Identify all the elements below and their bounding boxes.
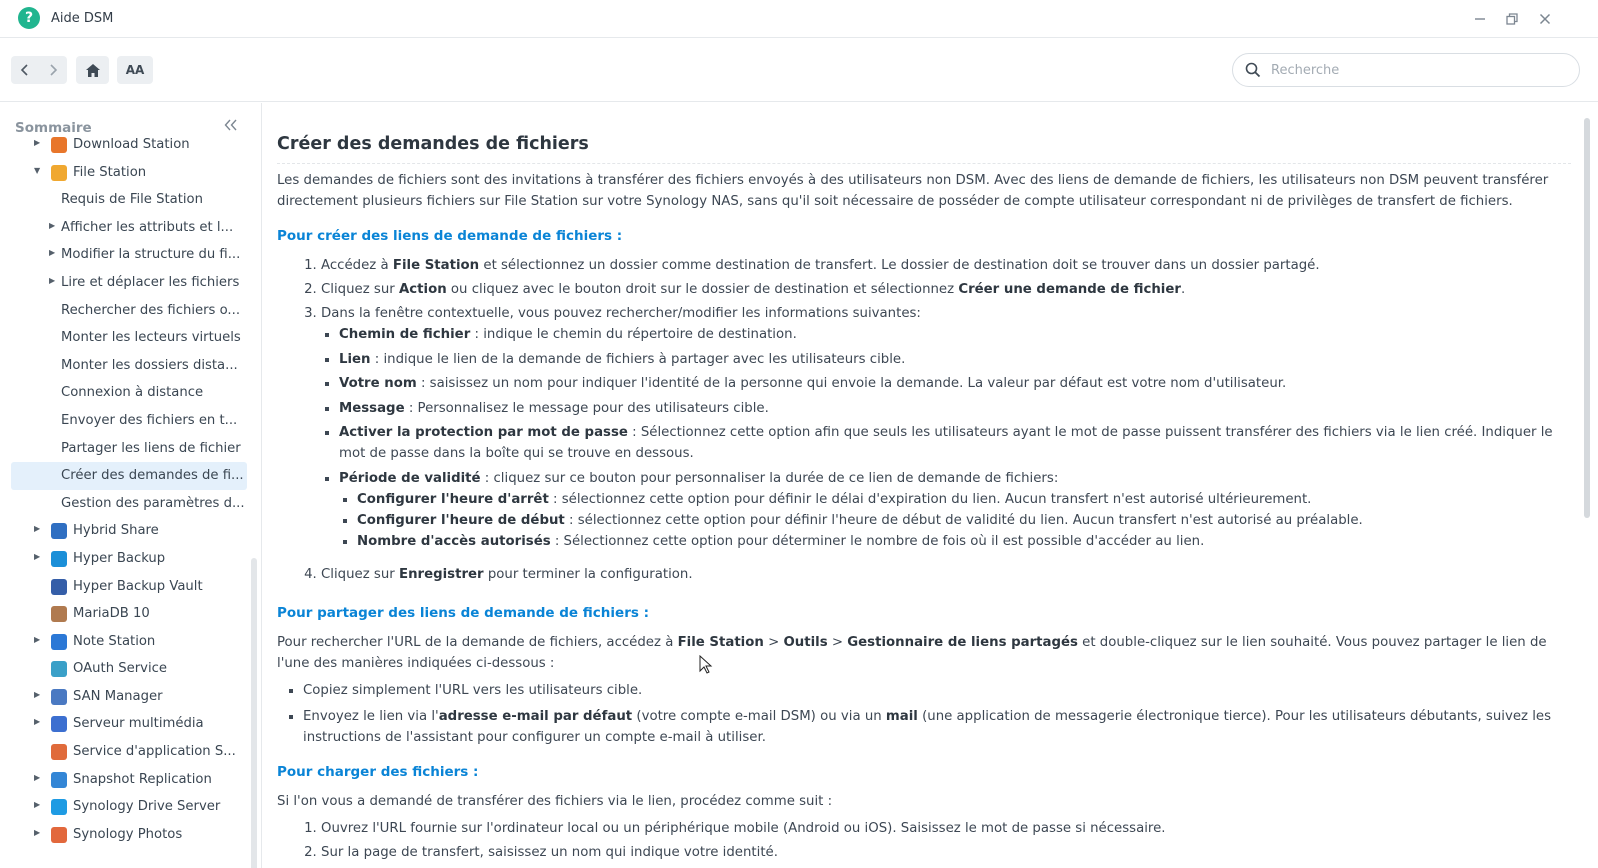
package-icon xyxy=(51,716,67,732)
sidebar-item-label: Note Station xyxy=(73,633,156,649)
section-heading-create: Pour créer des liens de demande de fichiers : xyxy=(277,228,623,244)
caret-right-icon[interactable]: ▶ xyxy=(34,717,41,727)
sidebar-item[interactable] xyxy=(0,793,252,821)
list-item: 1. Accédez à File Station et sélectionnez un dossier comme destination de transfert. Le dossier de destination doit se trouver dans un dossier partagé. xyxy=(321,255,1571,276)
caret-right-icon[interactable]: ▶ xyxy=(34,689,41,699)
package-icon xyxy=(51,137,67,153)
caret-right-icon[interactable]: ▶ xyxy=(49,248,56,258)
search-box[interactable] xyxy=(1232,53,1580,87)
sidebar-item-label: File Station xyxy=(73,164,147,180)
double-chevron-left-icon xyxy=(224,119,238,131)
chevron-left-icon xyxy=(19,63,31,77)
caret-right-icon[interactable]: ▶ xyxy=(34,551,41,561)
sidebar-item[interactable] xyxy=(0,214,252,242)
content-scrollbar[interactable] xyxy=(1584,118,1590,518)
restore-icon xyxy=(1506,13,1518,25)
sidebar-item[interactable] xyxy=(0,297,252,325)
sidebar-item-label: Snapshot Replication xyxy=(73,771,212,787)
restore-button[interactable] xyxy=(1501,8,1523,30)
sidebar-item-label: Service d'application S... xyxy=(73,744,236,760)
sidebar-item-label: Lire et déplacer les fichiers xyxy=(61,274,240,290)
sidebar-item-label: Envoyer des fichiers en t... xyxy=(61,412,238,428)
list-item: ▪ Votre nom : saisissez un nom pour indiquer l'identité de la personne qui envoie la demande. La valeur par défaut est votre nom d'utilisateur. xyxy=(339,373,1571,394)
sidebar-item-label: OAuth Service xyxy=(73,661,167,677)
title-bar xyxy=(0,0,1598,38)
share-paragraph: Pour rechercher l'URL de la demande de fichiers, accédez à File Station > Outils > Gestionnaire de liens partagés et double-cliquez sur le lien souhaité. Vous pouvez partager le lien de l'une des manières indiquées ci-dessous : xyxy=(277,635,1547,671)
list-item: ▪ Nombre d'accès autorisés : Sélectionnez cette option pour déterminer le nombre de fois où il est possible d'accéder au lien. xyxy=(357,531,1571,552)
nav-button-group xyxy=(11,56,67,84)
minimize-button[interactable] xyxy=(1469,8,1491,30)
package-icon xyxy=(51,165,67,181)
caret-right-icon[interactable]: ▶ xyxy=(34,138,41,147)
list-item: ▪ Chemin de fichier : indique le chemin du répertoire de destination. xyxy=(339,324,1571,345)
sidebar-item[interactable] xyxy=(0,821,252,849)
window-title: Aide DSM xyxy=(51,11,114,26)
help-content xyxy=(263,103,1598,868)
package-icon xyxy=(51,551,67,567)
share-methods-list xyxy=(277,680,1571,748)
sidebar-item-label: Monter les dossiers dista... xyxy=(61,357,238,373)
section-heading-upload: Pour charger des fichiers : xyxy=(277,764,479,780)
font-size-button[interactable] xyxy=(117,56,153,84)
close-icon xyxy=(1539,13,1551,25)
sidebar-item[interactable] xyxy=(0,186,252,214)
list-item: ▪ Configurer l'heure d'arrêt : sélectionnez cette option pour définir le délai d'expiration du lien. Aucun transfert n'est autorisé ultérieurement. xyxy=(357,489,1571,510)
sidebar-item-label: Monter les lecteurs virtuels xyxy=(61,330,241,346)
list-item: ▪ Période de validité : cliquez sur ce bouton pour personnaliser la durée de ce lien de demande de fichiers: ▪ Configurer l'heure d'arrêt : sélectionnez cette option pour définir le délai d'expiration du lien. Aucun transfert n'est autorisé ultérieurement. ▪ Configurer l'heure de début : sélectionnez cette option pour définir l'heure de début de validité du lien. Aucun transfert n'est autorisé au préalable. ▪ Nombre d'accès autorisés : Sélectionnez cette option pour déterminer le nombre de fois où il est possible d'accéder au lien. xyxy=(339,468,1571,552)
sidebar-item-label: Rechercher des fichiers o... xyxy=(61,302,241,318)
search-icon xyxy=(1245,62,1261,78)
caret-right-icon[interactable]: ▶ xyxy=(34,800,41,810)
sidebar-item[interactable] xyxy=(11,462,247,490)
sidebar-item[interactable] xyxy=(0,738,252,766)
caret-right-icon[interactable]: ▶ xyxy=(34,524,41,534)
sidebar-item[interactable] xyxy=(0,407,252,435)
list-item: ▪ Lien : indique le lien de la demande de fichiers à partager avec les utilisateurs cible. xyxy=(339,349,1571,370)
sidebar-item[interactable] xyxy=(0,324,252,352)
sidebar-item-label: Hyper Backup Vault xyxy=(73,578,203,594)
sidebar-item[interactable] xyxy=(0,545,252,573)
sidebar-item-label: Créer des demandes de fi... xyxy=(61,468,244,484)
toolbar xyxy=(0,38,1598,102)
create-steps-list xyxy=(277,255,1571,585)
caret-right-icon[interactable]: ▶ xyxy=(34,827,41,837)
list-item: 2. Cliquez sur Action ou cliquez avec le bouton droit sur le dossier de destination et sélectionnez Créer une demande de fichier. xyxy=(321,279,1571,300)
sidebar-item[interactable] xyxy=(0,269,252,297)
sidebar-heading: Sommaire xyxy=(15,120,92,136)
sidebar-item[interactable] xyxy=(0,710,252,738)
package-icon xyxy=(51,799,67,815)
sidebar-item-label: Hybrid Share xyxy=(73,523,159,539)
close-button[interactable] xyxy=(1534,8,1556,30)
package-icon xyxy=(51,661,67,677)
sidebar-item[interactable] xyxy=(0,490,252,518)
sidebar-item[interactable] xyxy=(0,435,252,463)
search-input[interactable] xyxy=(1269,62,1559,79)
sidebar-item-label: Partager les liens de fichier xyxy=(61,440,241,456)
table-of-contents xyxy=(0,131,252,848)
intro-paragraph: Les demandes de fichiers sont des invitations à transférer des fichiers envoyés à des utilisateurs non DSM. Avec des liens de demande de fichiers, les utilisateurs non DSM peuvent transférer directement plusieurs fichiers sur File Station sur votre Synology NAS, sans qu'il soit nécessaire de posséder de compte utilisateur correspondant ni de privilèges de transfert de fichiers. xyxy=(277,173,1549,209)
package-icon xyxy=(51,606,67,622)
sidebar-item[interactable] xyxy=(0,573,252,601)
package-icon xyxy=(51,827,67,843)
list-item: 3. Dans la fenêtre contextuelle, vous pouvez rechercher/modifier les informations suivantes: ▪ Chemin de fichier : indique le chemin du répertoire de destination. ▪ Lien : indique le lien de la demande de fichiers à partager avec les utilisateurs cible. ▪ Votre nom : saisissez un nom pour indiquer l'identité de la personne qui envoie la demande. La valeur par défaut est votre nom d'utilisateur. ▪ Message : Personnalisez le message pour des utilisateurs cible. ▪ Activer la protection par mot de passe : Sélectionnez cette option afin que seuls les utilisateurs ayant le mot de passe puissent transférer des fichiers via le lien créé. Indiquer le mot de passe dans la boîte qui se trouve en dessous. ▪ Période de validité : cliquez sur ce bouton pour personnaliser la durée de ce lien de demande de fichiers: ▪ Configurer l'heure d'arrêt : sélectionnez cette option pour définir le délai d'expiration du lien. Aucun transfert n'est autorisé ultérieurement. ▪ Configurer l'heure de début : sélectionnez cette option pour définir l'heure de début de validité du lien. Aucun transfert n'est autorisé au préalable. ▪ Nombre d'accès autorisés : Sélectionnez cette option pour déterminer le nombre de fois où il est possible d'accéder au lien. xyxy=(321,303,1571,561)
validity-options-list xyxy=(339,489,1571,552)
package-icon xyxy=(51,772,67,788)
sidebar-item-label: Synology Drive Server xyxy=(73,799,221,815)
list-item: ▪ Envoyez le lien via l'adresse e-mail par défaut (votre compte e-mail DSM) ou via un mail (une application de messagerie électronique tierce). Pour les utilisateurs débutants, suivez les instructions de l'assistant pour configurer un compte e-mail à utiliser. xyxy=(303,706,1571,748)
package-icon xyxy=(51,689,67,705)
sidebar-item-label: Afficher les attributs et l... xyxy=(61,219,234,235)
package-icon xyxy=(51,579,67,595)
page-title: Créer des demandes de fichiers xyxy=(277,131,1571,164)
caret-right-icon[interactable]: ▶ xyxy=(34,634,41,644)
forward-button[interactable] xyxy=(39,56,67,84)
sidebar-item[interactable] xyxy=(0,241,252,269)
sidebar-item-label: Requis de File Station xyxy=(61,192,203,208)
caret-right-icon[interactable]: ▶ xyxy=(34,772,41,782)
list-item: 1. Ouvrez l'URL fournie sur l'ordinateur local ou un périphérique mobile (Android ou iOS). Saisissez le mot de passe si nécessaire. xyxy=(321,818,1571,839)
upload-steps-list xyxy=(277,818,1571,863)
list-item: 2. Sur la page de transfert, saisissez un nom qui indique votre identité. xyxy=(321,842,1571,863)
sidebar-item[interactable] xyxy=(0,766,252,794)
home-icon xyxy=(85,63,101,78)
sidebar-item[interactable] xyxy=(0,131,252,159)
sidebar-item[interactable] xyxy=(0,628,252,656)
package-icon xyxy=(51,744,67,760)
back-button[interactable] xyxy=(11,56,39,84)
list-item: ▪ Activer la protection par mot de passe : Sélectionnez cette option afin que seuls les utilisateurs ayant le mot de passe puissent transférer des fichiers via le lien créé. Indiquer le mot de passe dans la boîte qui se trouve en dessous. xyxy=(339,422,1571,464)
upload-paragraph: Si l'on vous a demandé de transférer des fichiers via le lien, procédez comme suit : xyxy=(277,794,833,809)
sidebar-scrollbar[interactable] xyxy=(251,558,257,868)
sidebar-item[interactable] xyxy=(0,352,252,380)
package-icon xyxy=(51,634,67,650)
sidebar-item-label: MariaDB 10 xyxy=(73,606,150,622)
sidebar-item-label: Serveur multimédia xyxy=(73,716,204,732)
list-item: ▪ Configurer l'heure de début : sélectionnez cette option pour définir l'heure de début de validité du lien. Aucun transfert n'est autorisé au préalable. xyxy=(357,510,1571,531)
caret-right-icon[interactable]: ▶ xyxy=(49,220,56,230)
sidebar xyxy=(0,103,262,868)
sidebar-item-label: Connexion à distance xyxy=(61,385,204,401)
sidebar-item-label: SAN Manager xyxy=(73,688,163,704)
caret-right-icon[interactable]: ▶ xyxy=(49,275,56,285)
sidebar-item[interactable] xyxy=(0,379,252,407)
list-item: ▪ Copiez simplement l'URL vers les utilisateurs cible. xyxy=(303,680,1571,701)
sidebar-item-label: Hyper Backup xyxy=(73,550,166,566)
sidebar-item-label: Synology Photos xyxy=(73,826,183,842)
help-app-icon: ? xyxy=(18,7,40,29)
section-heading-share: Pour partager des liens de demande de fichiers : xyxy=(277,605,649,621)
sidebar-item-label: Download Station xyxy=(73,137,190,152)
list-item: 4. Cliquez sur Enregistrer pour terminer la configuration. xyxy=(321,564,1571,585)
package-icon xyxy=(51,523,67,539)
sidebar-item[interactable] xyxy=(0,517,252,545)
chevron-right-icon xyxy=(47,63,59,77)
field-list xyxy=(321,324,1571,552)
minimize-icon xyxy=(1474,13,1486,25)
font-size-label: AA xyxy=(125,63,145,77)
list-item: ▪ Message : Personnalisez le message pour des utilisateurs cible. xyxy=(339,398,1571,419)
sidebar-item[interactable] xyxy=(0,159,252,187)
sidebar-item[interactable] xyxy=(0,655,252,683)
mouse-cursor-icon xyxy=(699,655,713,675)
sidebar-item[interactable] xyxy=(0,600,252,628)
caret-down-icon[interactable]: ▼ xyxy=(34,165,41,175)
sidebar-item[interactable] xyxy=(0,683,252,711)
home-button[interactable] xyxy=(76,56,109,84)
sidebar-item-label: Gestion des paramètres d... xyxy=(61,495,245,511)
sidebar-item-label: Modifier la structure du fi... xyxy=(61,247,241,263)
